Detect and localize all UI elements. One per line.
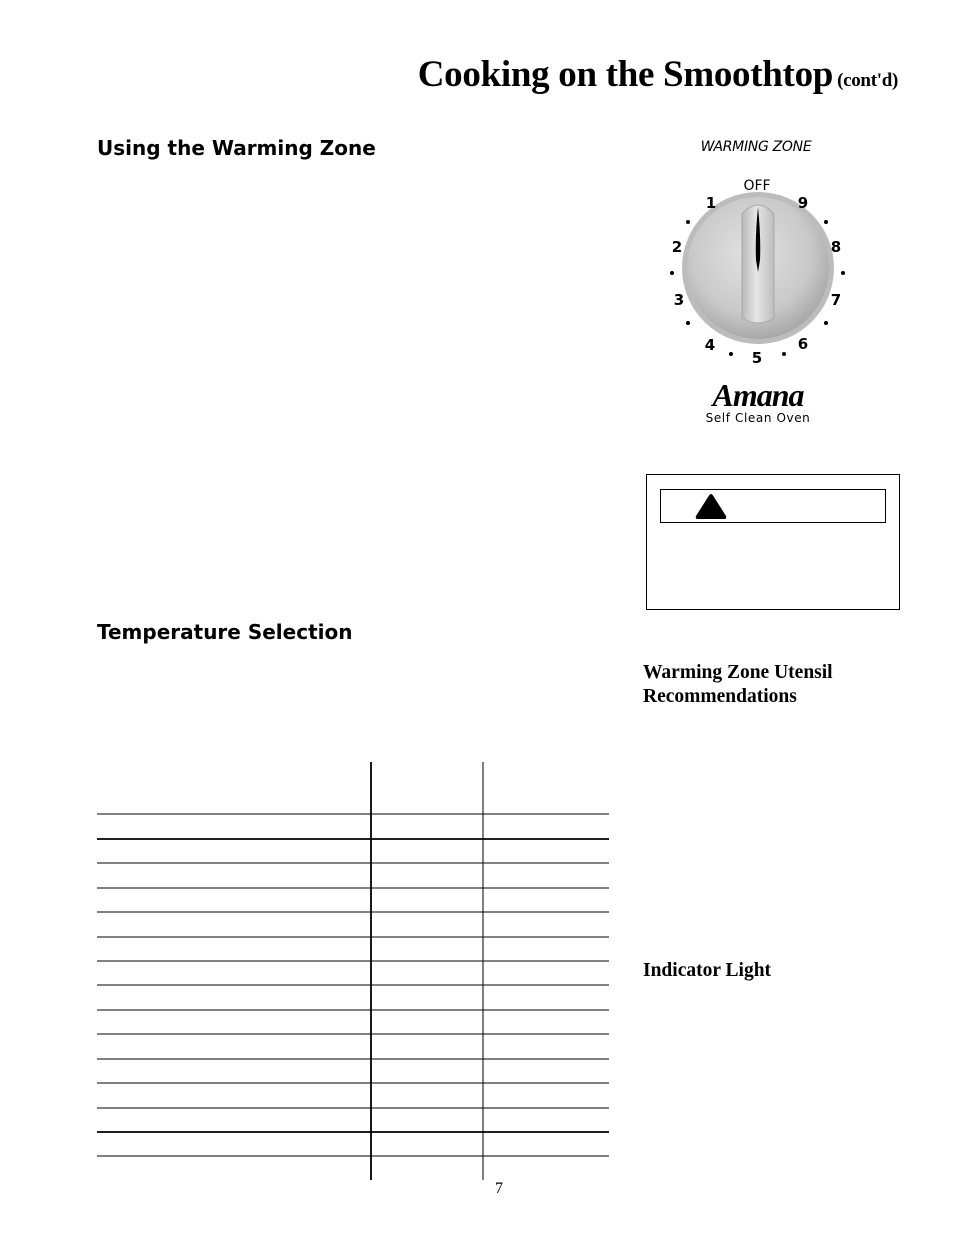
dial-setting-2: 2 [671, 238, 683, 256]
brand-tagline: Self Clean Oven [705, 411, 811, 425]
dial-setting-8: 8 [830, 238, 842, 256]
dial-setting-3: 3 [673, 291, 685, 309]
dial-label: WARMING ZONE [700, 139, 812, 155]
temperature-selection-heading: Temperature Selection [97, 620, 353, 644]
dial-setting-6: 6 [797, 335, 809, 353]
dial-off-label: OFF [743, 178, 771, 194]
utensil-recommendations-heading: Warming Zone Utensil Recommendations [643, 662, 833, 707]
dial-setting-4: 4 [704, 336, 716, 354]
brand-logo: Amana [712, 377, 804, 413]
dial-setting-9: 9 [797, 194, 809, 212]
dial-setting-1: 1 [705, 194, 717, 212]
warming-zone-dial-graphic [660, 132, 860, 432]
temperature-table-grid [97, 762, 609, 1180]
page-title [418, 56, 898, 93]
page-number: 7 [495, 1180, 503, 1197]
caution-header-bar [660, 489, 886, 523]
indicator-light-heading: Indicator Light [643, 960, 772, 981]
page-title-main: Cooking on the Smoothtop [417, 54, 834, 95]
warning-triangle-icon [694, 493, 728, 520]
temperature-table [97, 762, 609, 1180]
warming-zone-heading: Using the Warming Zone [97, 136, 376, 160]
dial-setting-5: 5 [751, 349, 763, 367]
dial-setting-7: 7 [830, 291, 842, 309]
page-title-suffix: (cont'd) [837, 70, 898, 91]
warming-zone-dial-illustration [660, 132, 860, 432]
caution-box [646, 474, 900, 610]
